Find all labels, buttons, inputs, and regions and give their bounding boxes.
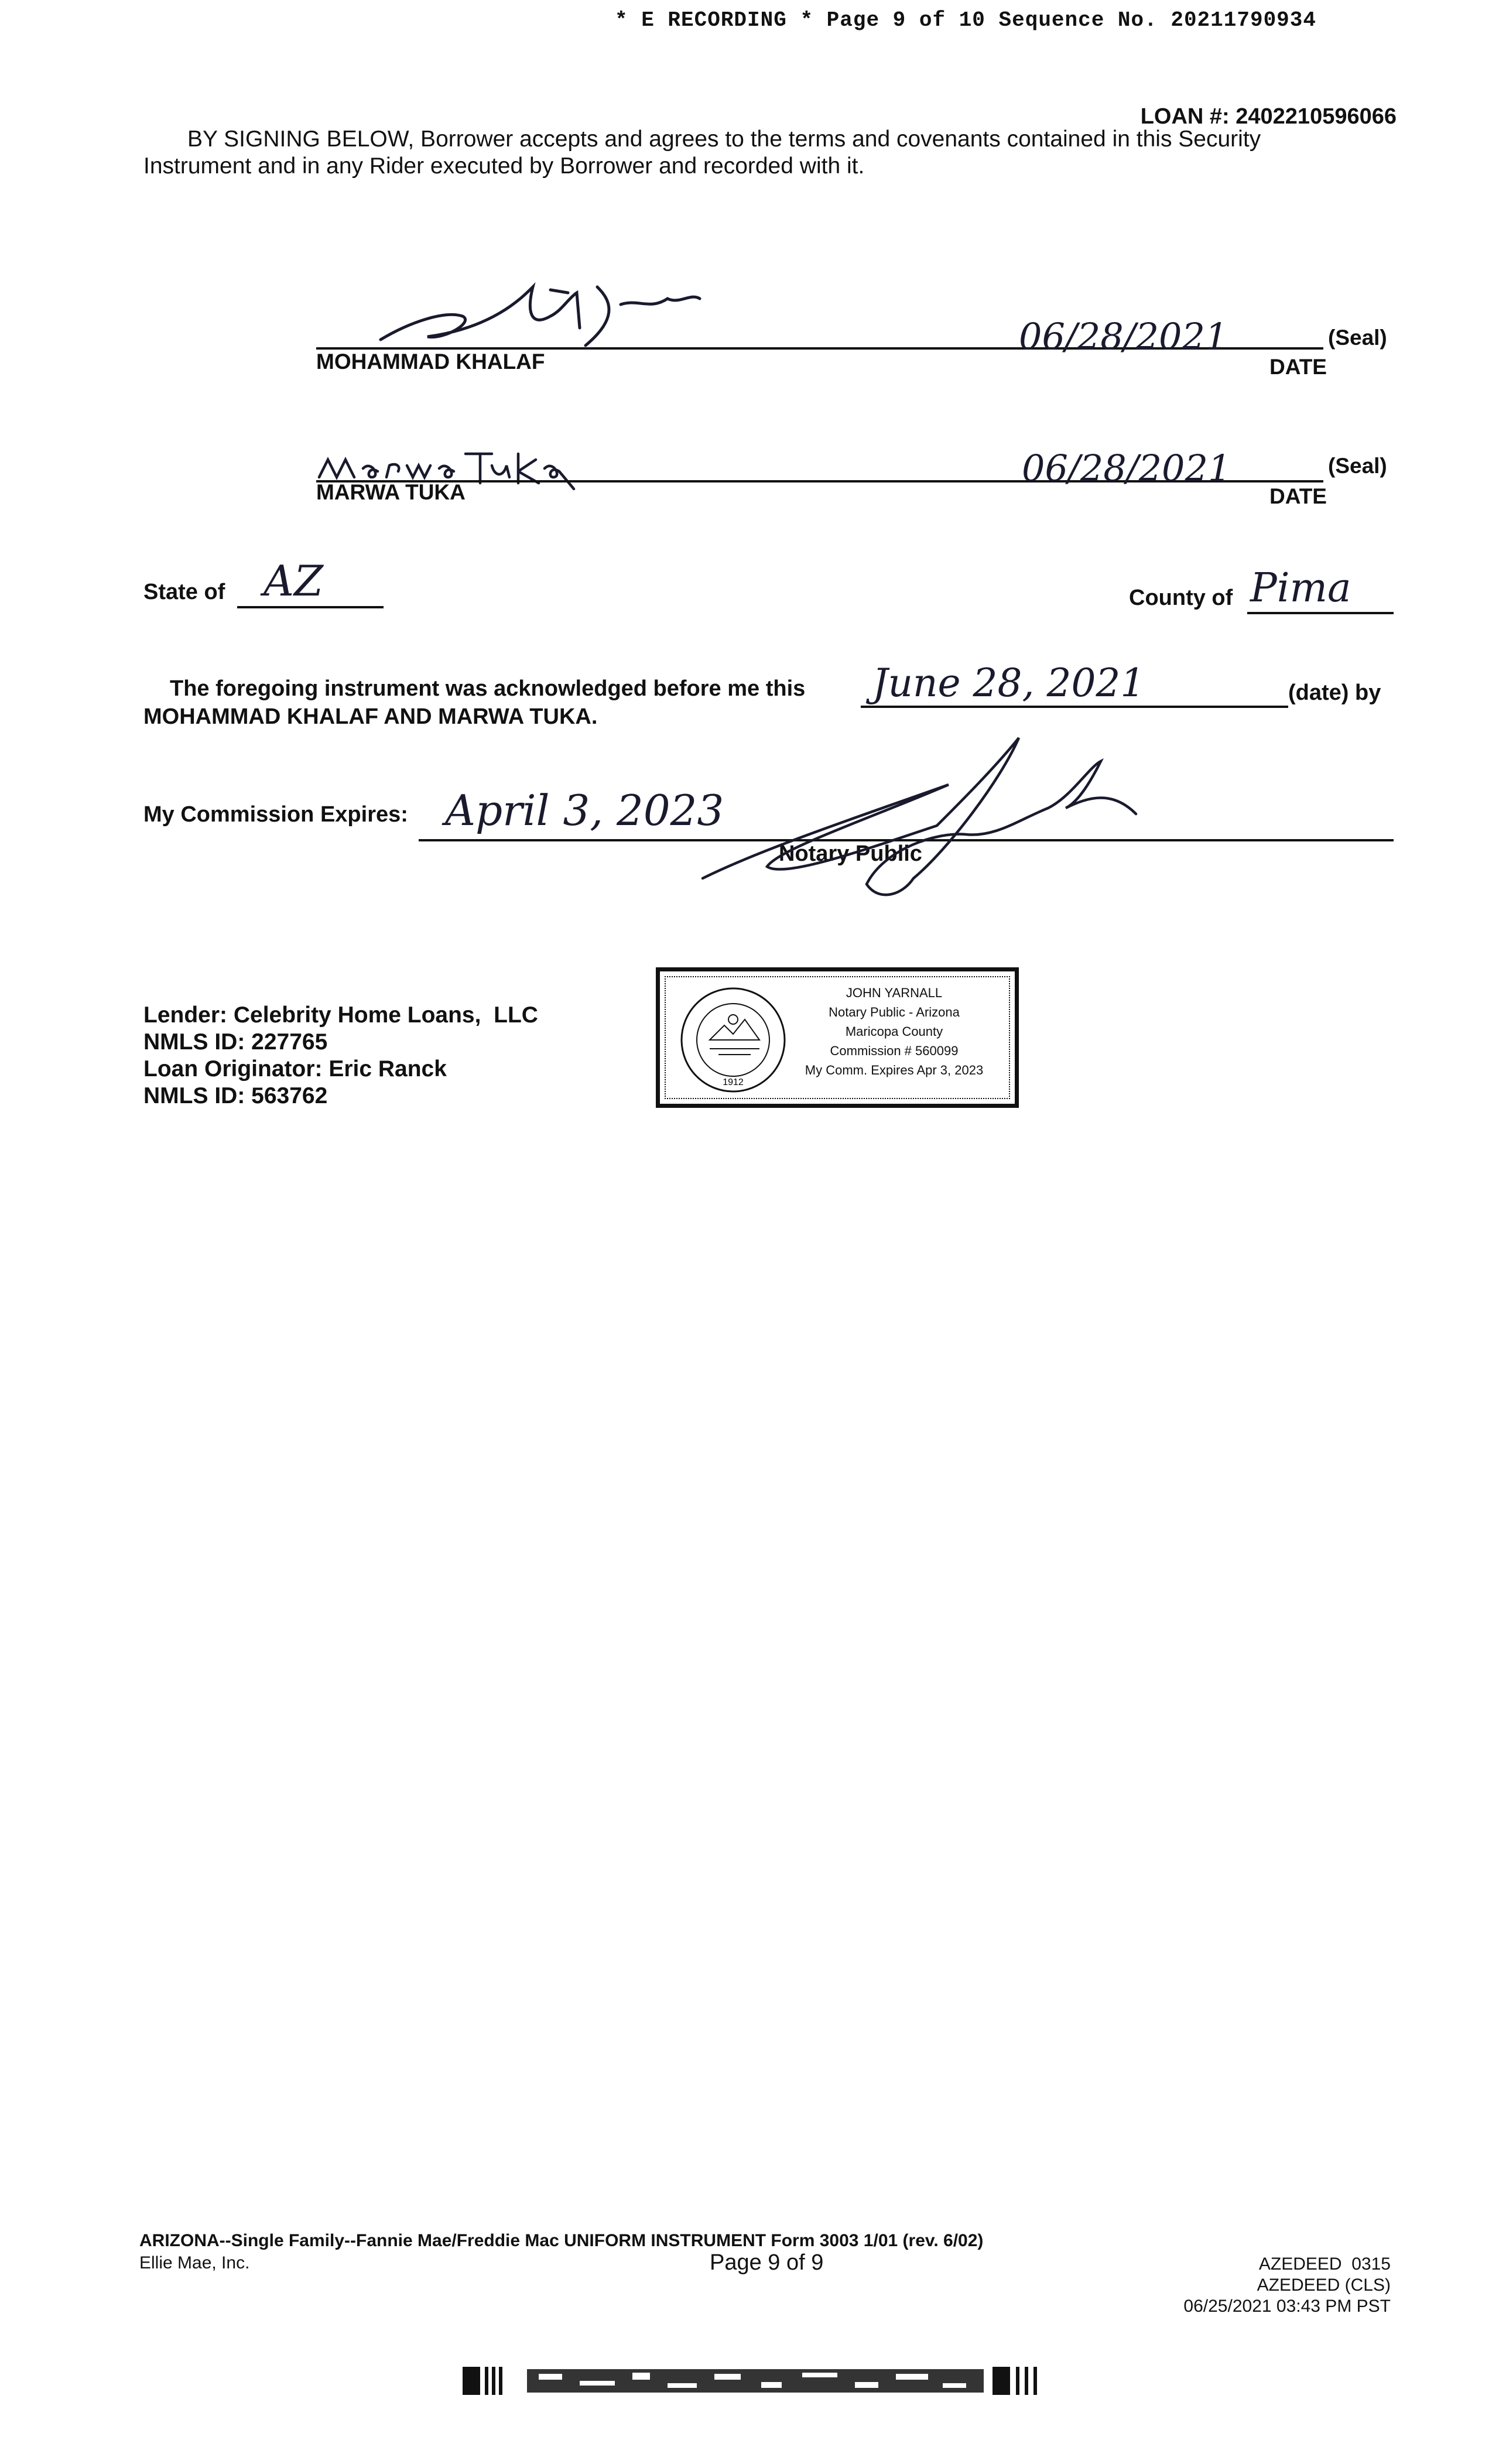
- stamp-expires: My Comm. Expires Apr 3, 2023: [805, 1063, 984, 1077]
- county-line: [1247, 612, 1394, 614]
- stamp-title: Notary Public - Arizona: [829, 1005, 960, 1019]
- lender-name: Lender: Celebrity Home Loans, LLC: [143, 1002, 538, 1028]
- commission-label: My Commission Expires:: [143, 802, 408, 827]
- loan-originator: Loan Originator: Eric Ranck: [143, 1056, 447, 1082]
- intro-line-2: Instrument and in any Rider executed by Borrower and recorded with it.: [143, 153, 865, 179]
- stamp-commission: Commission # 560099: [830, 1043, 959, 1058]
- ack-line-2: MOHAMMAD KHALAF AND MARWA TUKA.: [143, 704, 598, 729]
- barcode: [463, 2367, 1063, 2395]
- footer-page: Page 9 of 9: [710, 2250, 824, 2275]
- loan-number: LOAN #: 2402210596066: [1140, 104, 1397, 129]
- intro-line-1: BY SIGNING BELOW, Borrower accepts and agrees to the terms and covenants contained in this Security: [187, 126, 1261, 152]
- ack-date-line: [861, 706, 1288, 708]
- state-label: State of: [143, 580, 225, 604]
- seal-year: 1912: [723, 1077, 744, 1087]
- handwritten-date-1: 06/28/2021: [1019, 315, 1228, 358]
- arizona-seal-icon: [677, 984, 789, 1096]
- state-line: [237, 606, 384, 608]
- seal-label-2: (Seal): [1328, 454, 1387, 478]
- footer-code-1: AZEDEED 0315: [1258, 2254, 1391, 2274]
- footer-form-line: ARIZONA--Single Family--Fannie Mae/Freddie Mac UNIFORM INSTRUMENT Form 3003 1/01 (rev. 6/02): [139, 2231, 984, 2250]
- county-label: County of: [1129, 586, 1233, 610]
- stamp-county: Maricopa County: [845, 1024, 943, 1039]
- footer-vendor: Ellie Mae, Inc.: [139, 2253, 250, 2273]
- ack-date-suffix: (date) by: [1288, 680, 1381, 705]
- signer-name-2: MARWA TUKA: [316, 480, 466, 504]
- footer-timestamp: 06/25/2021 03:43 PM PST: [1183, 2297, 1391, 2316]
- seal-label-1: (Seal): [1328, 326, 1387, 350]
- recording-header: * E RECORDING * Page 9 of 10 Sequence No. 20211790934: [615, 8, 1316, 32]
- notary-public-label: Notary Public: [779, 841, 922, 866]
- lender-nmls: NMLS ID: 227765: [143, 1029, 328, 1055]
- footer-code-2: AZEDEED (CLS): [1257, 2275, 1391, 2295]
- ack-line-1: The foregoing instrument was acknowledged before me this: [170, 676, 806, 701]
- stamp-notary-name: JOHN YARNALL: [846, 985, 943, 1000]
- county-value: Pima: [1250, 565, 1351, 611]
- date-label-2: DATE: [1269, 484, 1327, 508]
- commission-value: April 3, 2023: [445, 786, 724, 835]
- notary-stamp: [656, 967, 1019, 1108]
- originator-nmls: NMLS ID: 563762: [143, 1083, 328, 1108]
- signer-name-1: MOHAMMAD KHALAF: [316, 350, 545, 374]
- ack-date-value: June 28, 2021: [872, 661, 1145, 706]
- notary-signature: [691, 732, 1159, 908]
- state-value: AZ: [263, 556, 324, 605]
- date-label-1: DATE: [1269, 355, 1327, 379]
- handwritten-date-2: 06/28/2021: [1022, 447, 1231, 490]
- signature-mohammad-khalaf: [375, 263, 703, 351]
